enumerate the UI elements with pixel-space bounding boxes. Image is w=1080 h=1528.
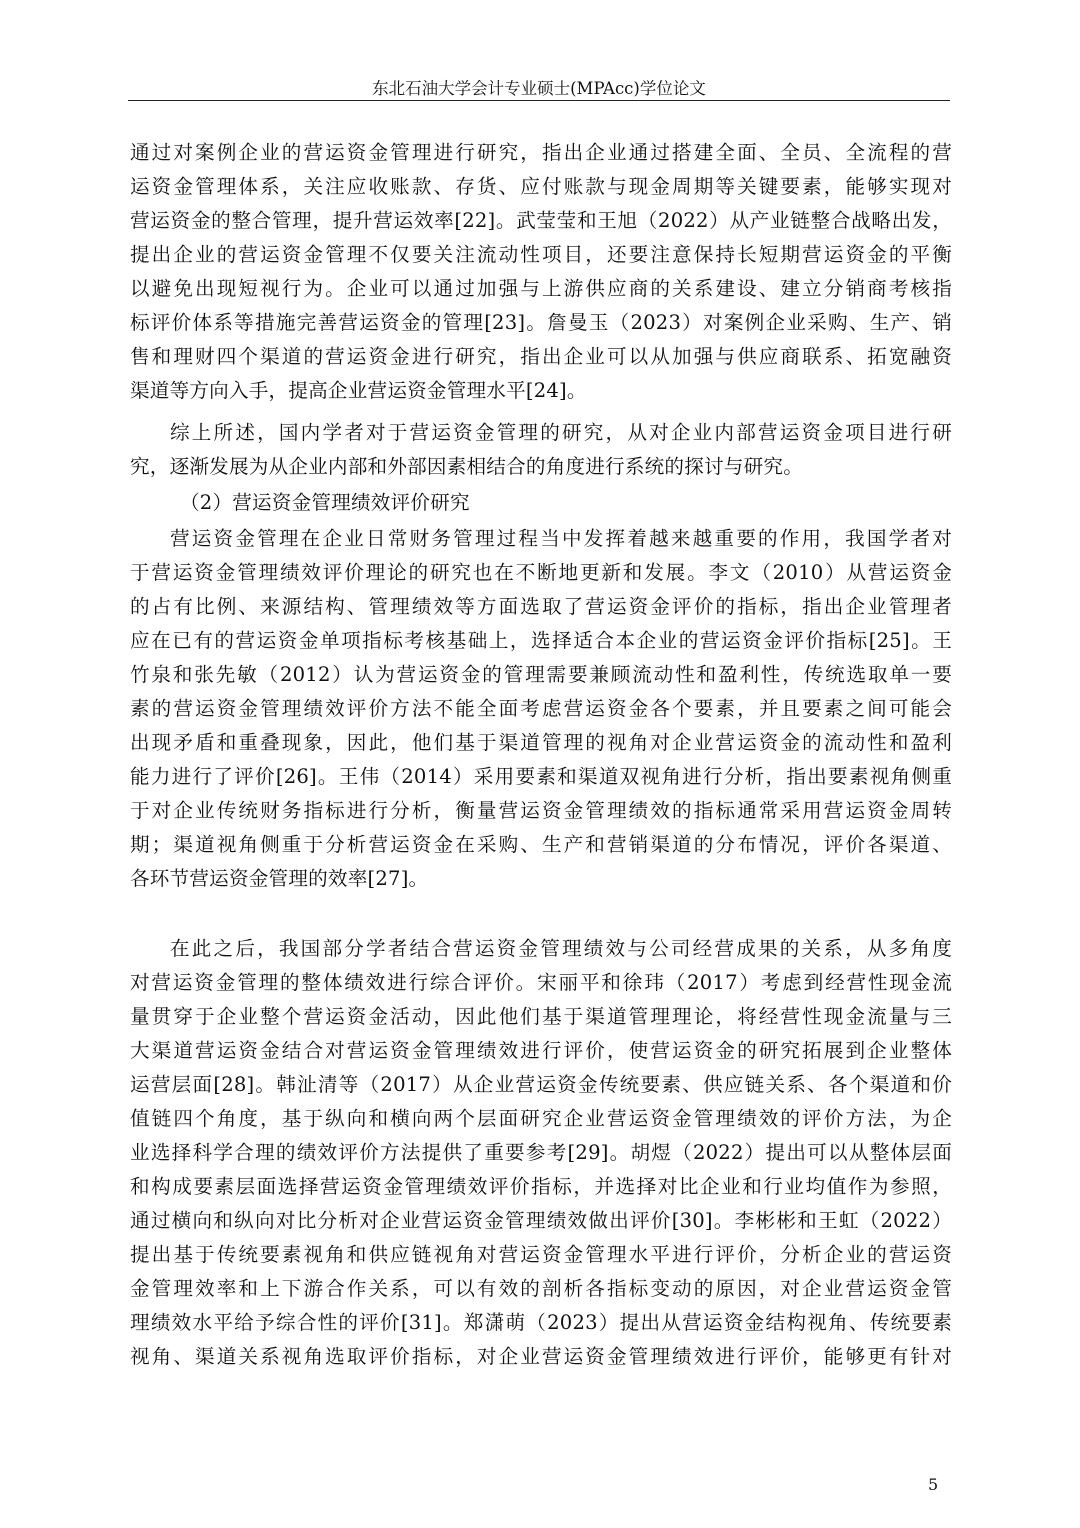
text-line: 在此之后，我国部分学者结合营运资金管理绩效与公司经营成果的关系，从多角度 <box>170 937 952 960</box>
text-line: 营运资金管理在企业日常财务管理过程当中发挥着越来越重要的作用，我国学者对 <box>170 527 952 550</box>
text-line: 售和理财四个渠道的营运资金进行研究，指出企业可以从加强与供应商联系、拓宽融资 <box>130 345 952 368</box>
text-line: 于营运资金管理绩效评价理论的研究也在不断地更新和发展。李文（2010）从营运资金 <box>130 561 952 584</box>
text-line: 提出企业的营运资金管理不仅要关注流动性项目，还要注意保持长短期营运资金的平衡 <box>130 243 952 266</box>
text-line: 通过对案例企业的营运资金管理进行研究，指出企业通过搭建全面、全员、全流程的营 <box>130 141 952 164</box>
text-line: 于对企业传统财务指标进行分析，衡量营运资金管理绩效的指标通常采用营运资金周转 <box>130 799 952 822</box>
text-line: 理绩效水平给予综合性的评价[31]。郑潇萌（2023）提出从营运资金结构视角、传统要素 <box>130 1311 952 1334</box>
text-line: 视角、渠道关系视角选取评价指标，对企业营运资金管理绩效进行评价，能够更有针对 <box>130 1345 952 1368</box>
section-heading: （2）营运资金管理绩效评价研究 <box>180 491 470 514</box>
text-line: 渠道等方向入手，提高企业营运资金管理水平[24]。 <box>130 379 587 402</box>
text-line: 对营运资金管理的整体绩效进行综合评价。宋丽平和徐玮（2017）考虑到经营性现金流 <box>130 971 952 994</box>
text-line: 竹泉和张先敏（2012）认为营运资金的管理需要兼顾流动性和盈利性，传统选取单一要 <box>130 663 952 686</box>
text-line: 通过横向和纵向对比分析对企业营运资金管理绩效做出评价[30]。李彬彬和王虹（2022） <box>130 1209 952 1232</box>
text-line: 值链四个角度，基于纵向和横向两个层面研究企业营运资金管理绩效的评价方法，为企 <box>130 1107 952 1130</box>
text-line: 运资金管理体系，关注应收账款、存货、应付账款与现金周期等关键要素，能够实现对 <box>130 175 952 198</box>
text-line: 运营层面[28]。韩沚清等（2017）从企业营运资金传统要素、供应链关系、各个渠道和价 <box>130 1073 952 1096</box>
text-line: 素的营运资金管理绩效评价方法不能全面考虑营运资金各个要素，并且要素之间可能会 <box>130 697 952 720</box>
text-line: 和构成要素层面选择营运资金管理绩效评价指标，并选择对比企业和行业均值作为参照， <box>130 1175 952 1198</box>
text-line: 综上所述，国内学者对于营运资金管理的研究，从对企业内部营运资金项目进行研 <box>170 421 952 444</box>
text-line: 期；渠道视角侧重于分析营运资金在采购、生产和营销渠道的分布情况，评价各渠道、 <box>130 833 952 856</box>
text-line: 能力进行了评价[26]。王伟（2014）采用要素和渠道双视角进行分析，指出要素视角侧重 <box>130 765 952 788</box>
header-rule <box>128 100 950 101</box>
text-line: 究，逐渐发展为从企业内部和外部因素相结合的角度进行系统的探讨与研究。 <box>130 455 803 478</box>
text-line: 大渠道营运资金结合对营运资金管理绩效进行评价，使营运资金的研究拓展到企业整体 <box>130 1039 952 1062</box>
page-number: 5 <box>928 1475 939 1494</box>
text-line: 量贯穿于企业整个营运资金活动，因此他们基于渠道管理理论，将经营性现金流量与三 <box>130 1005 952 1028</box>
text-line: 出现矛盾和重叠现象，因此，他们基于渠道管理的视角对企业营运资金的流动性和盈利 <box>130 731 952 754</box>
text-line: 的占有比例、来源结构、管理绩效等方面选取了营运资金评价的指标，指出企业管理者 <box>130 595 952 618</box>
running-header: 东北石油大学会计专业硕士(MPAcc)学位论文 <box>372 79 706 98</box>
text-line: 金管理效率和上下游合作关系，可以有效的剖析各指标变动的原因，对企业营运资金管 <box>130 1277 952 1300</box>
text-line: 营运资金的整合管理，提升营运效率[22]。武莹莹和王旭（2022）从产业链整合战略出发， <box>130 209 952 232</box>
text-line: 提出基于传统要素视角和供应链视角对营运资金管理水平进行评价，分析企业的营运资 <box>130 1243 952 1266</box>
text-line: 应在已有的营运资金单项指标考核基础上，选择适合本企业的营运资金评价指标[25]。王 <box>130 629 952 652</box>
text-line: 业选择科学合理的绩效评价方法提供了重要参考[29]。胡煜（2022）提出可以从整体层面 <box>130 1141 952 1164</box>
text-line: 以避免出现短视行为。企业可以通过加强与上游供应商的关系建设、建立分销商考核指 <box>130 277 952 300</box>
text-line: 标评价体系等措施完善营运资金的管理[23]。詹曼玉（2023）对案例企业采购、生产、销 <box>130 311 952 334</box>
text-line: 各环节营运资金管理的效率[27]。 <box>130 867 429 890</box>
